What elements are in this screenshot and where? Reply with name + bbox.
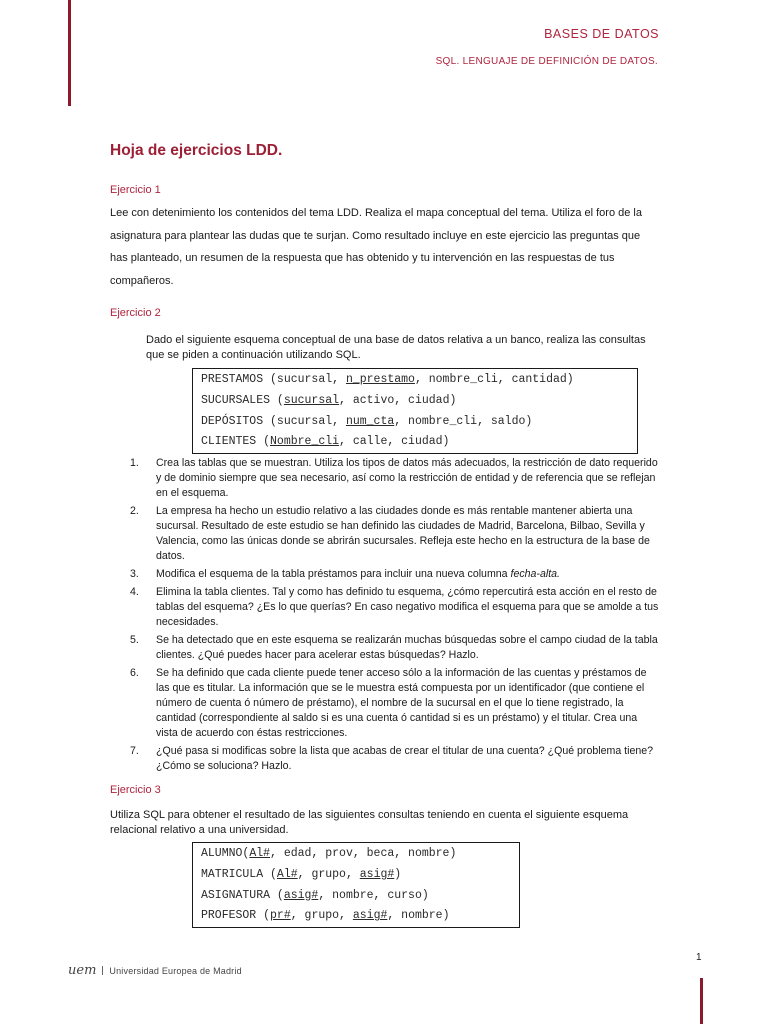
exercise-1-heading: Ejercicio 1 [110, 184, 161, 196]
schema-line-profesor: PROFESOR (pr#, grupo, asig#, nombre) [201, 909, 450, 923]
page-number: 1 [696, 952, 702, 963]
schema-line-clientes: CLIENTES (Nombre_cli, calle, ciudad) [201, 435, 450, 449]
header-title: BASES DE DATOS [544, 27, 659, 41]
accent-bar-bottom [700, 978, 703, 1024]
schema-line-asignatura: ASIGNATURA (asig#, nombre, curso) [201, 888, 429, 902]
question-item: 1. Crea las tablas que se muestran. Utiliza los tipos de datos más adecuados, la restricción de dato requerido y de dominio siempre que sea necesario, así como la restricción de entidad y de referencia que se reflejan en el esquema. [130, 457, 658, 499]
schema-line-prestamos: PRESTAMOS (sucursal, n_prestamo, nombre_cli, cantidad) [201, 373, 574, 386]
exercise-3-heading: Ejercicio 3 [110, 784, 161, 796]
question-item: 3. Modifica el esquema de la tabla préstamos para incluir una nueva columna fecha-alta. [130, 568, 560, 580]
schema-line-matricula: MATRICULA (Al#, grupo, asig#) [201, 867, 402, 881]
schema-line-depositos: DEPÓSITOS (sucursal, num_cta, nombre_cli, saldo) [201, 414, 533, 428]
question-item: 2. La empresa ha hecho un estudio relativo a las ciudades donde es más rentable mantener abierta una sucursal. Resultado de este estudio se han definido las ciudades de Madrid, Barcelona, Bilbao, Sevilla y Valencia, como las únicas donde se abrirán sucursales. Refleja este hecho en la estructura de la base de datos. [130, 505, 650, 562]
uem-logo-mark: uem [68, 963, 97, 978]
exercise-2-heading: Ejercicio 2 [110, 307, 161, 319]
question-item: 7. ¿Qué pasa si modificas sobre la lista que acabas de crear el titular de una cuenta? ¿Qué problema tiene? ¿Cómo se soluciona? Hazlo. [130, 745, 654, 772]
question-item: 5. Se ha detectado que en este esquema se realizarán muchas búsquedas sobre el campo ciudad de la tabla clientes. ¿Qué puedes hacer para acelerar estas búsquedas? Hazlo. [130, 634, 658, 661]
question-item: 6. Se ha definido que cada cliente puede tener acceso sólo a la información de las cuentas y préstamos de las que es titular. La información que se le muestra está compuesta por un identificador (que contiene el número de cuenta ó número de préstamo), el nombre de la sucursal en el que lo tiene registrado, la cantidad (correspondiente al saldo si es una cuenta ó cantidad si es un préstamo) y el titular. Crea una vista de acuerdo con éstas restricciones. [130, 667, 647, 739]
university-logo [68, 963, 242, 978]
page-title: Hoja de ejercicios LDD. [110, 142, 283, 159]
exercise-2-intro: Dado el siguiente esquema conceptual de una base de datos relativa a un banco, realiza las consultas que se piden a continuación utilizando SQL. [146, 334, 646, 361]
bank-schema-box [192, 368, 638, 454]
university-name: Universidad Europea de Madrid [109, 965, 242, 976]
accent-bar-top [68, 0, 71, 106]
exercise-2-questions [130, 456, 660, 777]
schema-line-sucursales: SUCURSALES (sucursal, activo, ciudad) [201, 393, 457, 407]
header-subtitle: SQL. LENGUAJE DE DEFINICIÓN DE DATOS. [435, 56, 658, 67]
question-item: 4. Elimina la tabla clientes. Tal y como has definido tu esquema, ¿cómo repercutirá esta acción en el resto de tablas del esquema? ¿Es lo que querías? En caso negativo modifica el esquema para que se amolde a tus necesidades. [130, 586, 659, 628]
logo-separator [102, 966, 103, 975]
exercise-1-text: Lee con detenimiento los contenidos del tema LDD. Realiza el mapa conceptual del tema. Utiliza el foro de la asignatura para plantear las dudas que te surjan. Como resultado incluye en este ejercicio las preguntas que has planteado, un resumen de la respuesta que has obtenido y tu intervención en las respuestas de tus compañeros. [110, 207, 642, 288]
exercise-3-intro: Utiliza SQL para obtener el resultado de las siguientes consultas teniendo en cuenta el siguiente esquema relacional relativo a una universidad. [110, 809, 629, 836]
schema-line-alumno: ALUMNO(Al#, edad, prov, beca, nombre) [201, 847, 457, 860]
university-schema-box [192, 842, 520, 928]
